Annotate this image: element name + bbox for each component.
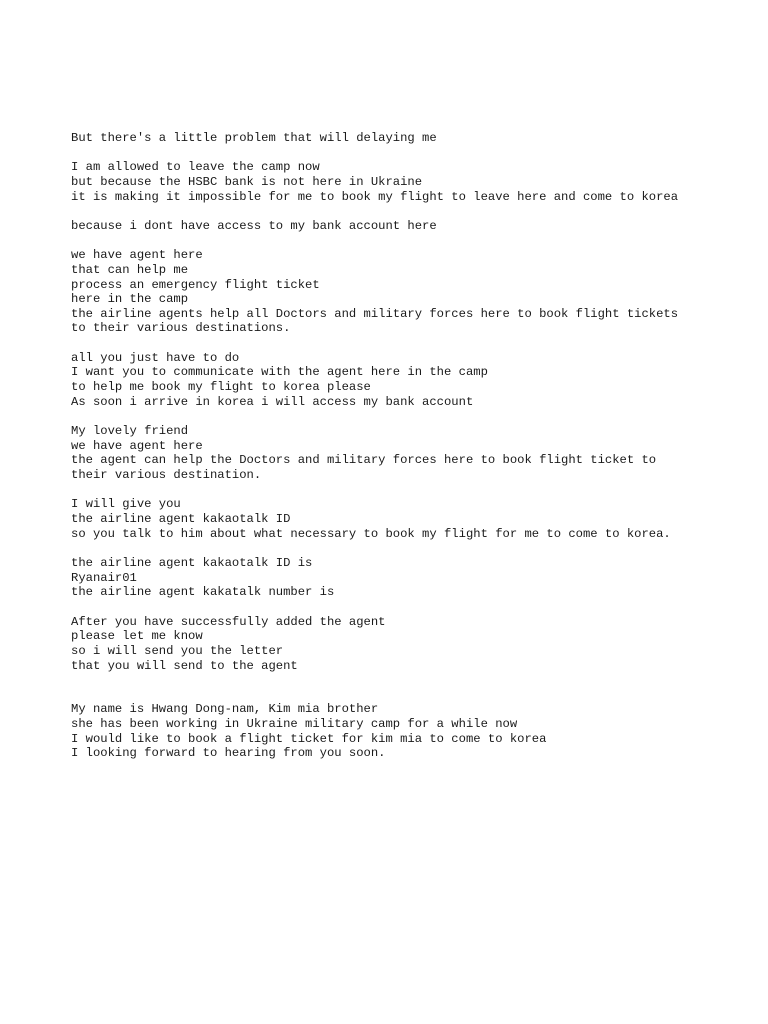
text-line: I am allowed to leave the camp now <box>71 160 320 175</box>
text-line: to help me book my flight to korea please <box>71 380 371 395</box>
text-line: As soon i arrive in korea i will access my bank account <box>71 394 474 409</box>
text-line: so i will send you the letter <box>71 643 284 658</box>
text-line: the agent can help the Doctors and military forces here to book flight ticket to <box>71 453 657 468</box>
paragraph <box>71 702 751 761</box>
paragraph <box>71 556 751 600</box>
text-line: we have agent here <box>71 248 203 263</box>
document-body <box>71 131 751 776</box>
text-line: so you talk to him about what necessary to book my flight for me to come to korea. <box>71 526 671 541</box>
text-line: to their various destinations. <box>71 321 291 336</box>
text-line: it is making it impossible for me to book my flight to leave here and come to korea <box>71 189 679 204</box>
text-line: the airline agent kakaotalk ID <box>71 511 291 526</box>
text-line: that you will send to the agent <box>71 658 298 673</box>
text-line: but because the HSBC bank is not here in Ukraine <box>71 174 423 189</box>
text-line: My lovely friend <box>71 424 189 439</box>
paragraph <box>71 248 751 336</box>
paragraph <box>71 424 751 483</box>
text-line: After you have successfully added the agent <box>71 614 386 629</box>
text-line: the airline agents help all Doctors and military forces here to book flight tickets <box>71 306 679 321</box>
text-line: here in the camp <box>71 292 189 307</box>
text-line: all you just have to do <box>71 350 240 365</box>
paragraph <box>71 351 751 410</box>
text-line: I will give you <box>71 497 181 512</box>
text-line: I would like to book a flight ticket for kim mia to come to korea <box>71 731 547 746</box>
paragraph <box>71 497 751 541</box>
paragraph <box>71 160 751 204</box>
text-line: I looking forward to hearing from you soon. <box>71 746 386 761</box>
text-line: Ryanair01 <box>71 570 137 585</box>
text-line: process an emergency flight ticket <box>71 277 320 292</box>
text-line: because i dont have access to my bank account here <box>71 218 437 233</box>
text-line: please let me know <box>71 629 203 644</box>
text-line: she has been working in Ukraine military camp for a while now <box>71 717 518 732</box>
text-line: the airline agent kakaotalk ID is <box>71 555 313 570</box>
paragraph <box>71 219 751 234</box>
paragraph <box>71 131 751 146</box>
text-line: My name is Hwang Dong-nam, Kim mia brother <box>71 702 379 717</box>
text-line: that can help me <box>71 262 189 277</box>
text-line: I want you to communicate with the agent here in the camp <box>71 365 488 380</box>
text-line: their various destination. <box>71 468 262 483</box>
text-line: But there's a little problem that will delaying me <box>71 131 437 145</box>
paragraph <box>71 615 751 674</box>
text-line: we have agent here <box>71 438 203 453</box>
text-line: the airline agent kakatalk number is <box>71 585 335 600</box>
